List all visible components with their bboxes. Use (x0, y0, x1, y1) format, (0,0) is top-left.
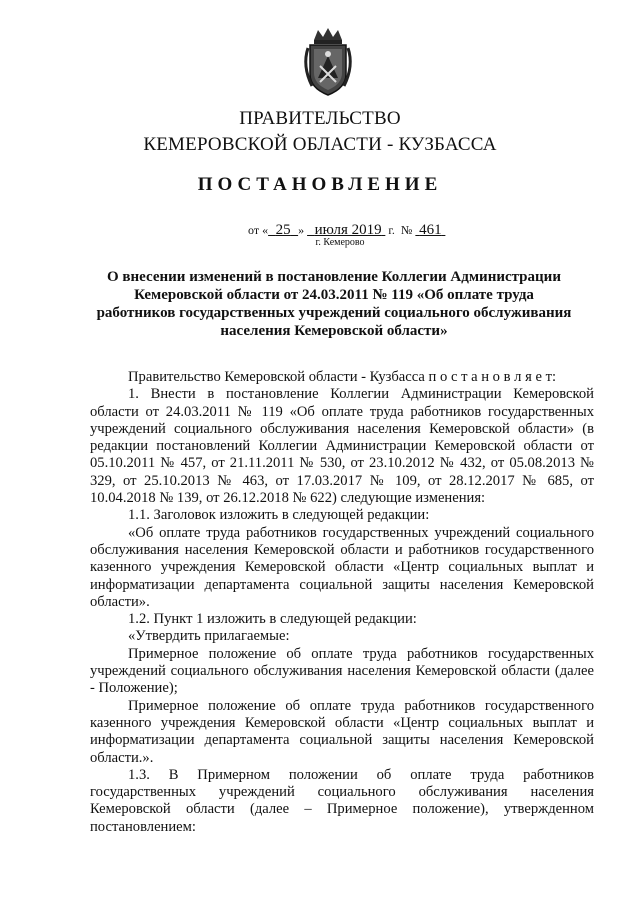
paragraph: 1.1. Заголовок изложить в следующей редакции: (128, 507, 430, 524)
number-label: № (400, 223, 413, 237)
date-from: от « (248, 223, 269, 237)
date-quote-close: » (298, 223, 305, 237)
document-title: О внесении изменений в постановление Коллегии Администрации Кемеровской области от 24.03.2011 № 119 «Об оплате труда работников государственных учреждений социального обслуживания населения Кемеровской области» (96, 269, 572, 339)
government-name-line2: КЕМЕРОВСКОЙ ОБЛАСТИ - КУЗБАССА (143, 134, 497, 155)
paragraph: 1. Внести в постановление Коллегии Администрации Кемеровской области от 24.03.2011 № 119 «Об оплате труда работников государственных учреждений социального обслуживания населения Кемеровской области» (в редакции постановлений Коллегии Администрации Кемеровской области от 05.10.2011 № 457, от 21.11.2011 № 530, от 23.10.2012 № 432, от 05.08.2013 № 329, от 25.10.2013 № 463, от 17.03.2017 № 109, от 28.12.2017 № 685, от 10.04.2018 № 139, от 26.12.2018 № 622) следующие изменения: (90, 386, 594, 507)
coat-of-arms-icon (300, 26, 356, 98)
paragraph: Примерное положение об оплате труда работников государственного казенного учреждения Кемеровской области «Центр социальных выплат и информатизации департамента социальной защиты населения Кемеровской области.». (90, 697, 594, 766)
document-body (90, 369, 594, 836)
city: г. Кемерово (315, 237, 365, 248)
date-day: 25 (275, 222, 291, 238)
paragraph: 1.2. Пункт 1 изложить в следующей редакции: (128, 611, 417, 628)
paragraph: 1.3. В Примерном положении об оплате труда работников государственных учреждений социального обслуживания населения Кемеровской области (далее – Примерное положение), утвержденном постановлением: (90, 766, 594, 835)
document-type: ПОСТАНОВЛЕНИЕ (197, 174, 443, 195)
document-number: 461 (419, 222, 442, 238)
paragraph: Примерное положение об оплате труда работников государственных учреждений социального обслуживания населения Кемеровской области (далее - Положение); (90, 645, 594, 697)
government-name-line1: ПРАВИТЕЛЬСТВО (239, 108, 401, 129)
date-month-year: июля 2019 (314, 222, 382, 238)
paragraph: «Утвердить прилагаемые: (128, 628, 290, 645)
paragraph: «Об оплате труда работников государственных учреждений социального обслуживания населения Кемеровской области и работников государственного казенного учреждения Кемеровской области «Центр социальных выплат и информатизации департамента социальной защиты населения Кемеровской области». (90, 524, 594, 610)
date-year-suffix: г. (388, 223, 395, 237)
paragraph: Правительство Кемеровской области - Кузбасса п о с т а н о в л я е т: (128, 369, 557, 385)
